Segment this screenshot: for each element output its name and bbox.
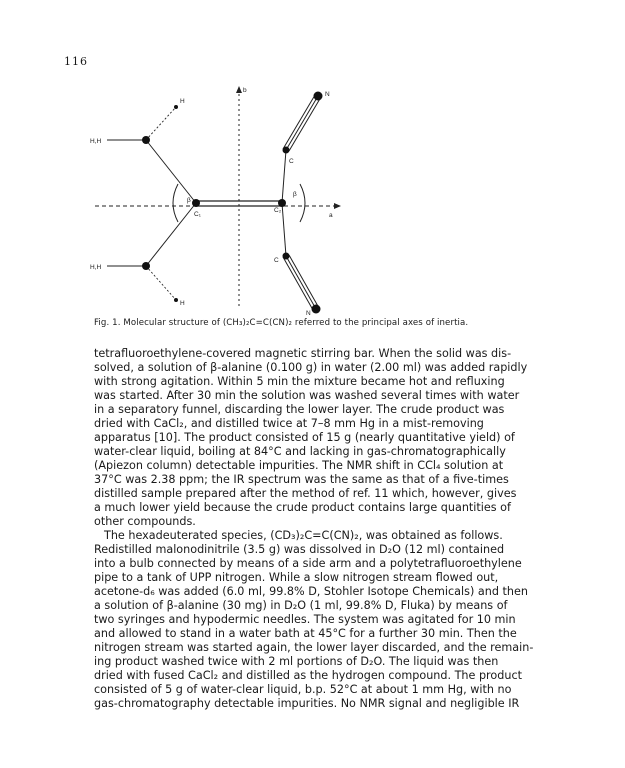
label-beta-left: β: [187, 197, 191, 204]
atom-c2: [278, 199, 286, 207]
page-number: 116: [64, 55, 88, 68]
bond-h-top: [146, 107, 176, 140]
text-line: pipe to a tank of UPP nitrogen. While a slow nitrogen stream flowed out,: [94, 571, 499, 585]
bond-c2-c-bottom: [282, 203, 286, 256]
text-line: tetrafluoroethylene-covered magnetic stirring bar. When the solid was dis-: [94, 347, 512, 360]
paragraph-1: [94, 347, 556, 529]
a-axis-arrow: [334, 203, 341, 209]
b-axis-arrow: [236, 86, 242, 93]
bond-h-bottom: [146, 266, 176, 300]
text-line: dried with CaCl₂, and distilled twice at 7–8 mm Hg in a mist-removing: [94, 417, 484, 431]
molecular-structure-figure: [0, 0, 625, 320]
text-line: into a bulb connected by means of a side arm and a polytetrafluoroethylene: [94, 557, 522, 571]
triple-bond-bottom-2: [286, 256, 316, 309]
text-line: solved, a solution of β-alanine (0.100 g) in water (2.00 ml) was added rapidly: [94, 361, 528, 375]
triple-bond-top-3: [289, 97, 321, 151]
triple-bond-bottom-3: [289, 255, 319, 308]
atom-ch3-top: [142, 136, 150, 144]
bond-c1-ch3-bottom: [146, 203, 196, 266]
label-c-bottom: C: [274, 257, 279, 264]
atom-h-bottom: [174, 298, 178, 302]
figure-caption: Fig. 1. Molecular structure of (CH₃)₂C=C(CN)₂ referred to the principal axes of inertia.: [94, 318, 469, 328]
label-hh-bottom: H,H: [90, 264, 102, 271]
atom-h-top: [174, 105, 178, 109]
label-b-axis: b: [243, 87, 247, 94]
text-line: water-clear liquid, boiling at 84°C and lacking in gas-chromatographically: [94, 445, 506, 459]
text-line: with strong agitation. Within 5 min the mixture became hot and refluxing: [94, 375, 505, 389]
bond-c1-ch3-top: [146, 140, 196, 203]
label-n-top: N: [325, 91, 330, 98]
body-text: [94, 347, 556, 711]
label-hh-top: H,H: [90, 138, 102, 145]
atom-n-bottom: [312, 305, 321, 314]
label-a-axis: a: [329, 212, 333, 219]
text-line: apparatus [10]. The product consisted of 15 g (nearly quantitative yield) of: [94, 431, 515, 445]
text-line: distilled sample prepared after the method of ref. 11 which, however, gives: [94, 487, 517, 501]
text-line: other compounds.: [94, 515, 196, 529]
text-line: two syringes and hypodermic needles. The system was agitated for 10 min: [94, 613, 516, 627]
text-line: The hexadeuterated species, (CD₃)₂C=C(CN)₂, was obtained as follows.: [104, 529, 503, 543]
label-c2: C₂: [274, 207, 282, 214]
text-line: acetone-d₆ was added (6.0 ml, 99.8% D, Stohler Isotope Chemicals) and then: [94, 585, 528, 599]
text-line: consisted of 5 g of water-clear liquid, b.p. 52°C at about 1 mm Hg, with no: [94, 683, 512, 697]
text-line: ing product washed twice with 2 ml portions of D₂O. The liquid was then: [94, 655, 499, 669]
label-h-top: H: [180, 98, 185, 105]
label-c-top: C: [289, 158, 294, 165]
text-line: and allowed to stand in a water bath at 45°C for a further 30 min. Then the: [94, 627, 517, 641]
text-line: was started. After 30 min the solution was washed several times with water: [94, 389, 520, 403]
text-line: Redistilled malonodinitrile (3.5 g) was dissolved in D₂O (12 ml) contained: [94, 543, 505, 557]
atom-c-cyano-bottom: [283, 253, 290, 260]
text-line: a much lower yield because the crude product contains large quantities of: [94, 501, 511, 515]
text-line: (Apiezon column) detectable impurities. The NMR shift in CCl₄ solution at: [94, 459, 504, 473]
text-line: a solution of β-alanine (30 mg) in D₂O (1 ml, 99.8% D, Fluka) by means of: [94, 599, 508, 613]
text-line: in a separatory funnel, discarding the lower layer. The crude product was: [94, 403, 505, 417]
atom-c1: [192, 199, 200, 207]
text-line: 37°C was 2.38 ppm; the IR spectrum was the same as that of a five-times: [94, 473, 509, 487]
label-beta-right: β: [293, 191, 297, 198]
bond-c2-c-top: [282, 150, 286, 203]
label-h-bottom: H: [180, 300, 185, 307]
beta-arc-right: [300, 184, 305, 222]
triple-bond-top-1: [283, 95, 315, 149]
text-line: nitrogen stream was started again, the lower layer discarded, and the remain-: [94, 641, 534, 655]
text-line: dried with fused CaCl₂ and distilled as the hydrogen compound. The product: [94, 669, 522, 683]
paragraph-2: [94, 529, 556, 711]
triple-bond-top-2: [286, 96, 318, 150]
label-c1: C₁: [194, 211, 201, 218]
atom-c-cyano-top: [283, 147, 290, 154]
atom-n-top: [314, 92, 323, 101]
text-line: gas-chromatography detectable impurities. No NMR signal and negligible IR: [94, 697, 520, 711]
label-n-bottom: N: [306, 310, 311, 317]
triple-bond-bottom-1: [283, 257, 313, 310]
beta-arc-left: [173, 184, 178, 222]
atom-ch3-bottom: [142, 262, 150, 270]
